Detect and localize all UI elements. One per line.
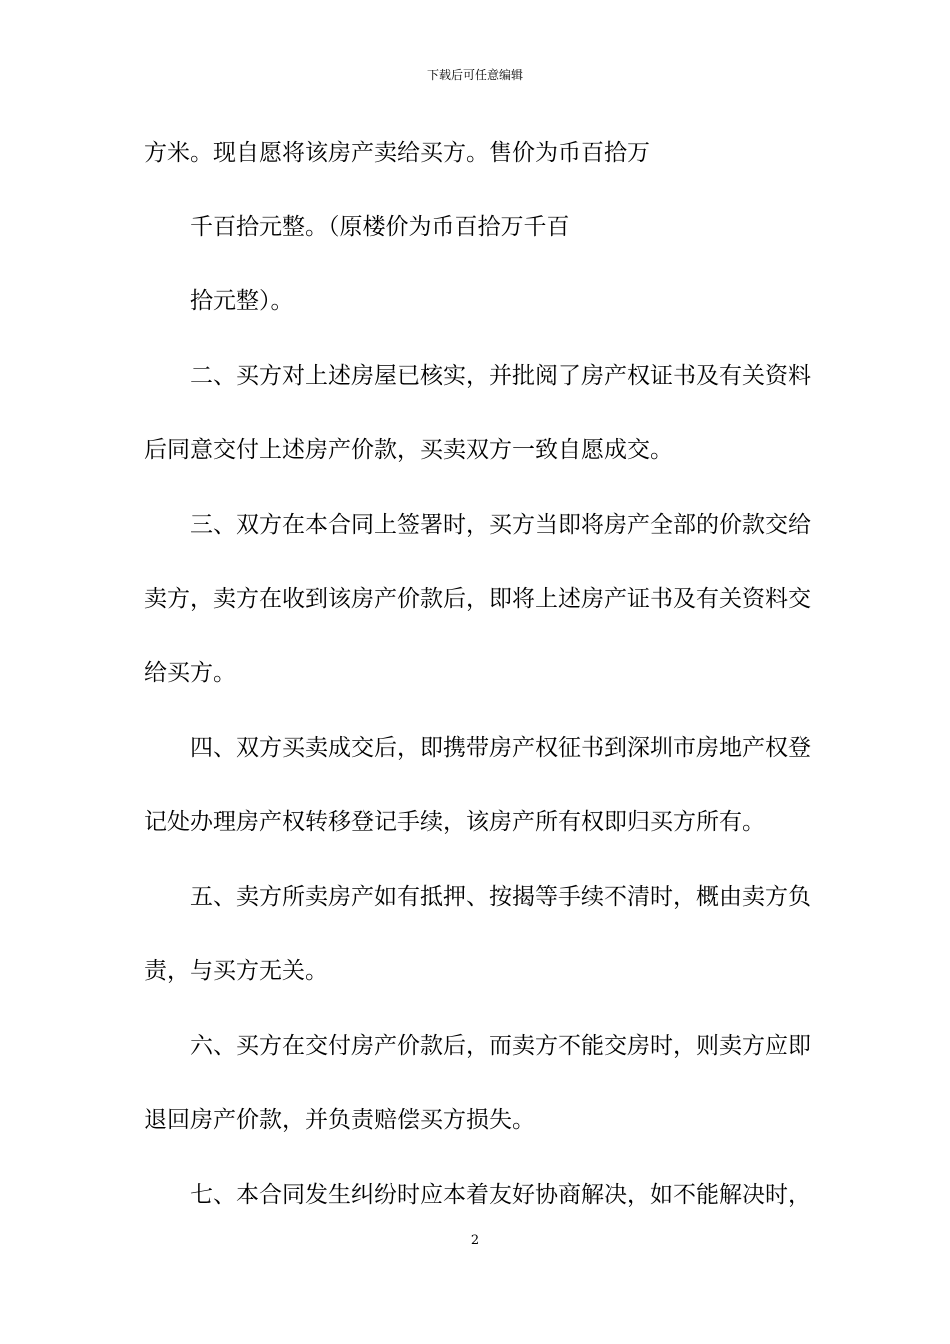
text-line-9: 四、双方买卖成交后，即携带房产权征书到深圳市房地产权登 [190, 735, 811, 761]
text-line-7: 卖方，卖方在收到该房产价款后，即将上述房产证书及有关资料交 [144, 586, 811, 612]
text-line-3: 拾元整）。 [190, 288, 294, 314]
text-line-1: 方米。现自愿将该房产卖给买方。售价为币百拾万 [144, 140, 650, 166]
page-number: 2 [470, 1233, 480, 1248]
text-line-12: 责，与买方无关。 [144, 958, 328, 984]
text-line-15: 七、本合同发生纠纷时应本着友好协商解决，如不能解决时， [190, 1182, 811, 1208]
text-line-6: 三、双方在本合同上签署时，买方当即将房产全部的价款交给 [190, 512, 811, 538]
text-line-4: 二、买方对上述房屋已核实，并批阅了房产权证书及有关资料 [190, 363, 811, 389]
text-line-14: 退回房产价款，并负责赔偿买方损失。 [144, 1107, 535, 1133]
text-line-2: 千百拾元整。（原楼价为币百拾万千百 [190, 214, 570, 240]
text-line-5: 后同意交付上述房产价款，买卖双方一致自愿成交。 [144, 437, 673, 463]
text-line-13: 六、买方在交付房产价款后，而卖方不能交房时，则卖方应即 [190, 1033, 811, 1059]
text-line-11: 五、卖方所卖房产如有抵押、按揭等手续不清时，概由卖方负 [190, 884, 811, 910]
text-line-8: 给买方。 [144, 660, 236, 686]
page-header: 下载后可任意编辑 [426, 68, 523, 82]
text-line-10: 记处办理房产权转移登记手续，该房产所有权即归买方所有。 [144, 809, 765, 835]
